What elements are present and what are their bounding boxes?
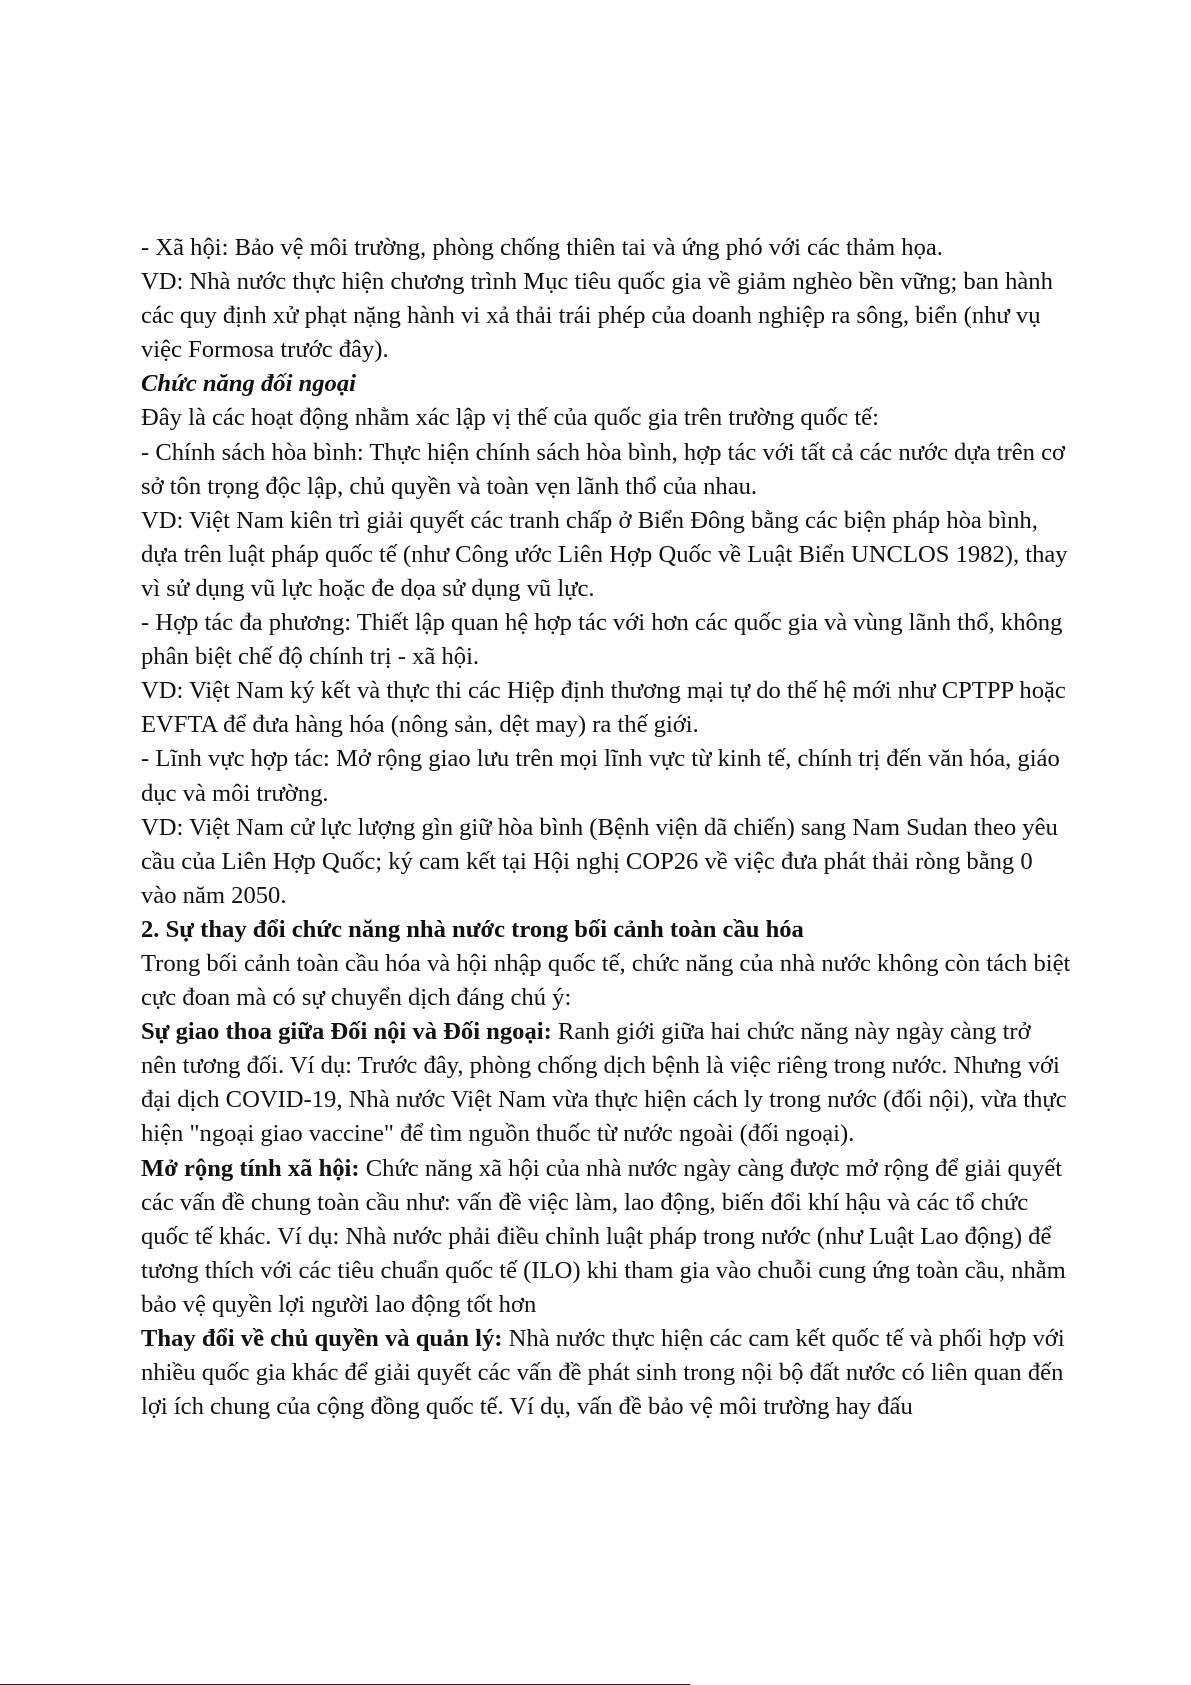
paragraph-foreign-intro: Đây là các hoạt động nhằm xác lập vị thế của quốc gia trên trường quốc tế: <box>141 404 879 432</box>
paragraph-example-peacekeeping: VD: Việt Nam cử lực lượng gìn giữ hòa bình (Bệnh viện dã chiến) sang Nam Sudan theo yêu cầu của Liên Hợp Quốc; ký cam kết tại Hội nghị COP26 về việc đưa phát thải ròng bằng 0 vào năm 2050. <box>141 813 1058 909</box>
paragraph-example-fta: VD: Việt Nam ký kết và thực thi các Hiệp định thương mại tự do thế hệ mới như CPTPP hoặc EVFTA để đưa hàng hóa (nông sản, dệt may) ra thế giới. <box>141 677 1066 739</box>
paragraph-example-east-sea: VD: Việt Nam kiên trì giải quyết các tranh chấp ở Biển Đông bằng các biện pháp hòa bình, dựa trên luật pháp quốc tế (như Công ước Liên Hợp Quốc về Luật Biển UNCLOS 1982), thay vì sử dụng vũ lực hoặc đe dọa sử dụng vũ lực. <box>141 506 1068 602</box>
text-sovereignty: Nhà nước thực hiện các cam kết quốc tế và phối hợp với nhiều quốc gia khác để giải quyết các vấn đề phát sinh trong nội bộ đất nước có liên quan đến lợi ích chung của cộng đồng quốc tế. Ví dụ, vấn đề bảo vệ môi trường hay đấu <box>141 1325 1065 1421</box>
paragraph-peace-policy: - Chính sách hòa bình: Thực hiện chính sách hòa bình, hợp tác với tất cả các nước dựa trên cơ sở tôn trọng độc lập, chủ quyền và toàn vẹn lãnh thổ của nhau. <box>141 438 1066 500</box>
paragraph-multilateral: - Hợp tác đa phương: Thiết lập quan hệ hợp tác với hơn các quốc gia và vùng lãnh thổ, không phân biệt chế độ chính trị - xã hội. <box>141 609 1063 671</box>
paragraph-social-expansion <box>141 1152 1071 1322</box>
heading-foreign-function: Chức năng đối ngoại <box>141 370 356 398</box>
paragraph-sovereignty-change <box>141 1322 1071 1424</box>
heading-section-2: 2. Sự thay đổi chức năng nhà nước trong bối cảnh toàn cầu hóa <box>141 915 804 943</box>
paragraph-example-poverty: VD: Nhà nước thực hiện chương trình Mục tiêu quốc gia về giảm nghèo bền vững; ban hành các quy định xử phạt nặng hành vi xả thải trái phép của doanh nghiệp ra sông, biển (như vụ việc Formosa trước đây). <box>141 268 1053 364</box>
paragraph-social: - Xã hội: Bảo vệ môi trường, phòng chống thiên tai và ứng phó với các thảm họa. <box>141 234 943 261</box>
label-sovereignty: Thay đổi về chủ quyền và quản lý: <box>141 1325 503 1352</box>
label-social-expansion: Mở rộng tính xã hội: <box>141 1154 360 1182</box>
paragraph-cooperation-fields: - Lĩnh vực hợp tác: Mở rộng giao lưu trên mọi lĩnh vực từ kinh tế, chính trị đến văn hóa, giáo dục và môi trường. <box>141 745 1060 807</box>
text-overlap: Ranh giới giữa hai chức năng này ngày càng trở nên tương đối. Ví dụ: Trước đây, phòng chống dịch bệnh là việc riêng trong nước. Nhưng với đại dịch COVID-19, Nhà nước Việt Nam vừa thực hiện cách ly trong nước (đối nội), vừa thực hiện "ngoại giao vaccine" để tìm nguồn thuốc từ nước ngoài (đối ngoại). <box>141 1018 1067 1148</box>
text-social-expansion: Chức năng xã hội của nhà nước ngày càng được mở rộng để giải quyết các vấn đề chung toàn cầu như: vấn đề việc làm, lao động, biến đổi khí hậu và các tổ chức quốc tế khác. Ví dụ: Nhà nước phải điều chỉnh luật pháp trong nước (như Luật Lao động) để tương thích với các tiêu chuẩn quốc tế (ILO) khi tham gia vào chuỗi cung ứng toàn cầu, nhằm bảo vệ quyền lợi người lao động tốt hơn <box>141 1154 1066 1318</box>
document-page <box>141 231 1071 1424</box>
label-overlap: Sự giao thoa giữa Đối nội và Đối ngoại: <box>141 1018 552 1046</box>
paragraph-domestic-foreign-overlap <box>141 1015 1071 1151</box>
paragraph-globalization-intro: Trong bối cảnh toàn cầu hóa và hội nhập quốc tế, chức năng của nhà nước không còn tách biệt cực đoan mà có sự chuyển dịch đáng chú ý: <box>141 949 1071 1012</box>
